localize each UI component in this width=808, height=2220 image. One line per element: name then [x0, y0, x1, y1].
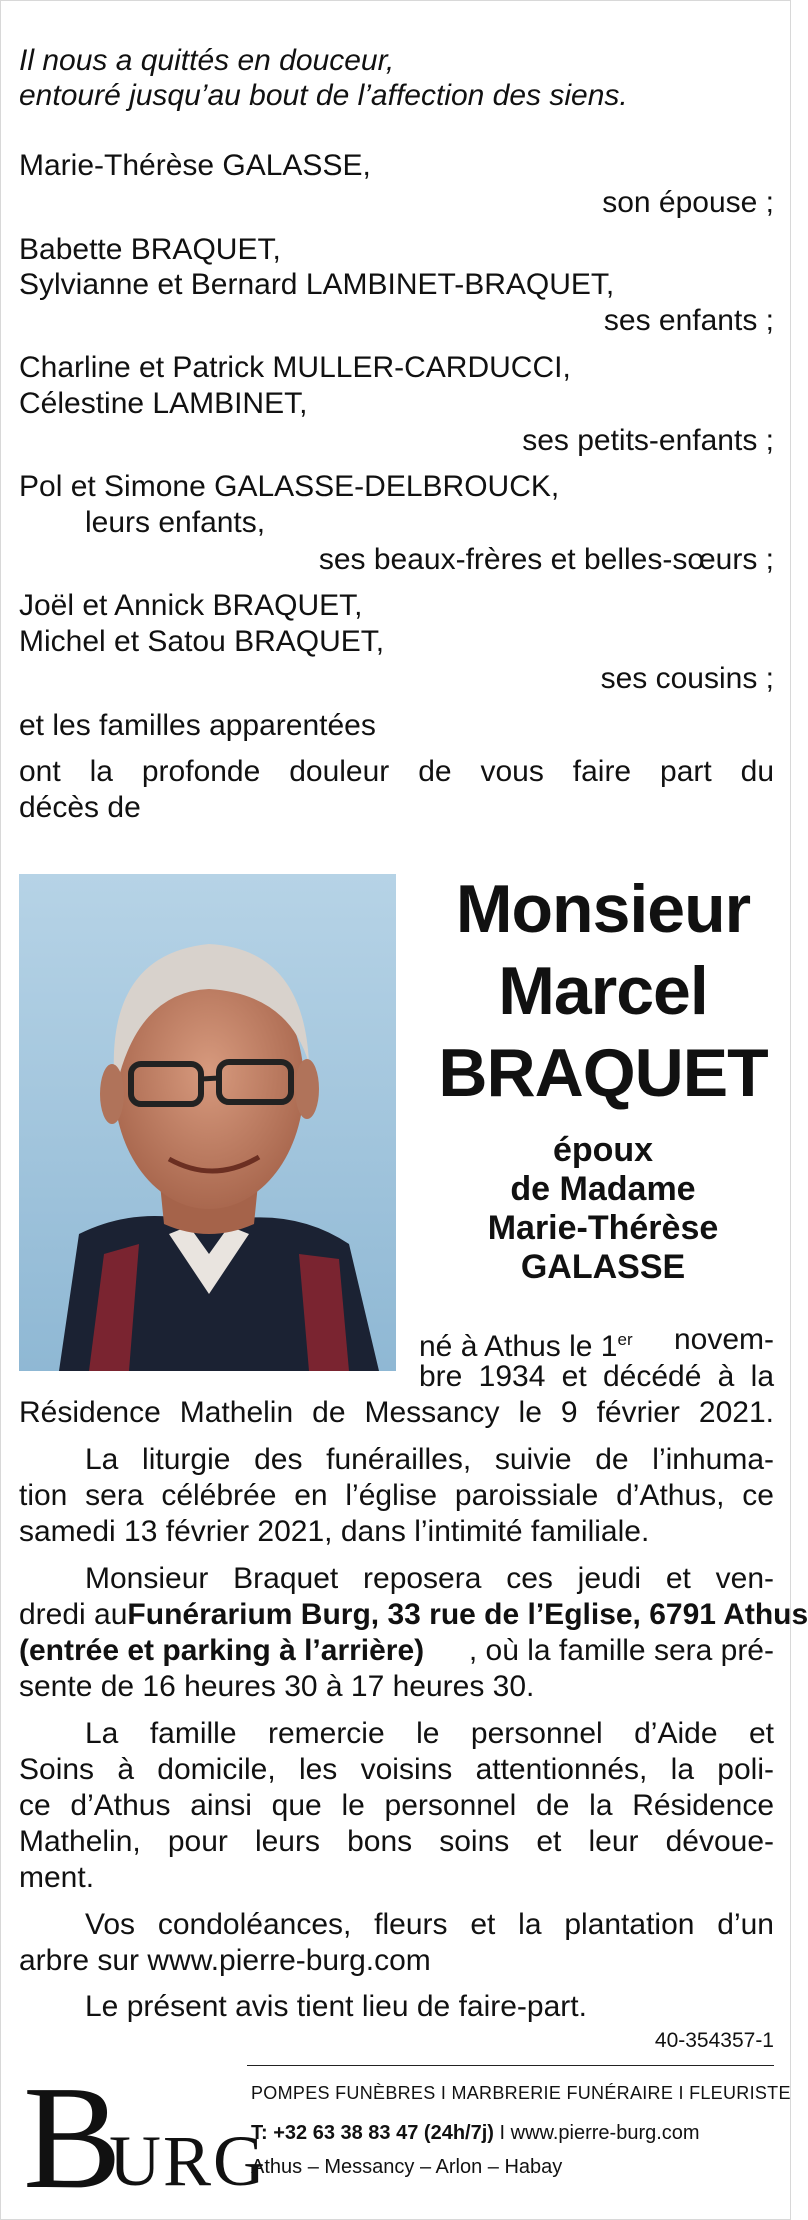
funeral-home-address: Funérarium Burg, 33 rue de l’Eglise, 6791 Athus: [127, 1598, 808, 1631]
portrait-photo: [19, 874, 396, 1371]
website-link[interactable]: www.pierre-burg.com: [510, 2122, 700, 2144]
condolences-line-2: arbre sur www.pierre-burg.com: [19, 1944, 431, 1977]
footer-divider: [247, 2065, 774, 2066]
services-line: POMPES FUNÈBRES I MARBRERIE FUNÉRAIRE I FLEURISTE: [251, 2083, 791, 2103]
spouse-name: Marie-Thérèse GALASSE,: [19, 149, 371, 182]
child-2: Sylvianne et Bernard LAMBINET-BRAQUET,: [19, 268, 615, 301]
intro-line-1: Il nous a quittés en douceur,: [19, 44, 395, 77]
born-line-2: bre 1934 et décédé à la: [419, 1360, 774, 1393]
spouse-of-line-4: GALASSE: [520, 1248, 686, 1286]
deceased-title: Monsieur: [455, 871, 751, 947]
intro-line-2: entouré jusqu’au bout de l’affection des siens.: [19, 79, 628, 112]
parking-note: (entrée et parking à l’arrière): [19, 1634, 425, 1667]
grandchild-1: Charline et Patrick MULLER-CARDUCCI,: [19, 351, 571, 384]
rest-line-3-end: , où la famille sera pré-: [468, 1634, 774, 1667]
rest-line-2: [19, 1597, 808, 1633]
rest-line-4: sente de 16 heures 30 à 17 heures 30.: [19, 1670, 535, 1703]
svg-text:B: B: [23, 2056, 122, 2220]
rest-line-1: Monsieur Braquet reposera ces jeudi et ven-: [85, 1562, 774, 1595]
related-families: et les familles apparentées: [19, 709, 376, 742]
thanks-line-4: Mathelin, pour leurs bons soins et leur dévoue-: [19, 1825, 774, 1858]
inlaws-role: ses beaux-frères et belles-sœurs ;: [318, 543, 774, 576]
announcement-line-1: ont la profonde douleur de vous faire part du: [19, 755, 774, 788]
rest-line-3: [19, 1633, 774, 1669]
notice-line: Le présent avis tient lieu de faire-part.: [85, 1990, 587, 2023]
rest-line-2-start: dredi au: [19, 1598, 128, 1631]
reference-number: 40-354357-1: [654, 2029, 774, 2052]
cousin-1: Joël et Annick BRAQUET,: [19, 589, 363, 622]
deceased-last-name: BRAQUET: [438, 1035, 768, 1111]
inlaw-2: leurs enfants,: [85, 506, 266, 539]
thanks-line-1: La famille remercie le personnel d’Aide et: [85, 1717, 774, 1750]
grandchild-2: Célestine LAMBINET,: [19, 387, 308, 420]
children-role: ses enfants ;: [603, 304, 774, 337]
cousins-role: ses cousins ;: [600, 662, 774, 695]
thanks-line-3: ce d’Athus ainsi que le personnel de la Résidence: [19, 1789, 774, 1822]
contact-separator: I: [499, 2122, 506, 2144]
contact-line: [251, 2122, 700, 2145]
condolences-line-1: Vos condoléances, fleurs et la plantation d’un: [85, 1908, 774, 1941]
spouse-of-line-1: époux: [552, 1131, 654, 1169]
liturgy-line-1: La liturgie des funérailles, suivie de l’inhuma-: [85, 1443, 774, 1476]
born-line-1-end: novem-: [673, 1323, 774, 1356]
born-superscript: er: [617, 1330, 633, 1349]
deceased-first-name: Marcel: [498, 953, 708, 1029]
spouse-of-line-3: Marie-Thérèse: [487, 1209, 719, 1247]
thanks-line-5: ment.: [19, 1861, 95, 1894]
cousin-2: Michel et Satou BRAQUET,: [19, 625, 385, 658]
spouse-of-line-2: de Madame: [510, 1170, 696, 1208]
liturgy-line-2: tion sera célébrée en l’église paroissiale d’Athus, ce: [19, 1479, 774, 1512]
child-1: Babette BRAQUET,: [19, 233, 281, 266]
locations-line: Athus – Messancy – Arlon – Habay: [251, 2156, 563, 2178]
svg-text:URG: URG: [109, 2121, 268, 2201]
spouse-role: son épouse ;: [602, 186, 774, 219]
liturgy-line-3: samedi 13 février 2021, dans l’intimité familiale.: [19, 1515, 650, 1548]
grandchildren-role: ses petits-enfants ;: [522, 424, 774, 457]
born-line-1-start: né à Athus le 1: [419, 1330, 618, 1363]
born-line-3: Résidence Mathelin de Messancy le 9 février 2021.: [19, 1396, 774, 1429]
announcement-line-2: décès de: [19, 791, 141, 824]
burg-logo: [23, 2056, 268, 2220]
thanks-line-2: Soins à domicile, les voisins attentionnés, la poli-: [19, 1753, 774, 1786]
phone-number: T: +32 63 38 83 47: [251, 2122, 419, 2144]
phone-hours: (24h/7j): [423, 2122, 494, 2144]
inlaw-1: Pol et Simone GALASSE-DELBROUCK,: [19, 470, 560, 503]
